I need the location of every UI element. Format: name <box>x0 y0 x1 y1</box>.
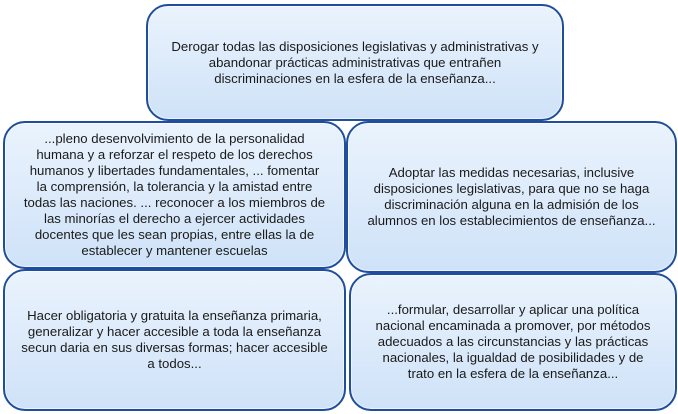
text-line: nacional encaminada a promover, por métodos <box>375 318 651 333</box>
box-text <box>376 302 651 382</box>
text-line: discriminación alguna en la admisión de los <box>384 197 639 212</box>
box-text <box>24 131 325 259</box>
box-text <box>171 39 538 87</box>
box-adoptar-medidas <box>346 121 677 273</box>
text-line: Derogar todas las disposiciones legislativas y administrativas y <box>171 38 539 54</box>
text-line: las minorías el derecho a ejercer actividades <box>44 211 305 226</box>
text-line: todas las naciones. ... reconocer a los miembros de <box>23 195 326 210</box>
text-line: humana y a reforzar el respeto de los derechos <box>36 147 313 162</box>
box-text <box>367 165 655 229</box>
text-line: humanos y libertades fundamentales, ... fomentar <box>29 163 320 178</box>
text-line: nacionales, la igualdad de posibilidades y de <box>382 350 644 365</box>
text-line: discriminaciones en la esfera de la enseñanza... <box>214 70 496 86</box>
box-ensenanza-obligatoria <box>3 269 346 411</box>
text-line: trato en la esfera de la enseñanza... <box>407 366 619 381</box>
text-line: establecer y mantener escuelas <box>81 243 268 258</box>
text-line: adecuados a las circunstancias y las prácticas <box>377 334 649 349</box>
text-line: ...formular, desarrollar y aplicar una política <box>386 302 640 317</box>
text-line: docentes que les sean propias, entre ellas la de <box>34 227 315 242</box>
box-text <box>21 308 327 372</box>
text-line: Adoptar las medidas necesarias, inclusive <box>388 165 635 180</box>
text-line: la comprensión, la tolerancia y la amistad entre <box>36 179 313 194</box>
text-line: disposiciones legislativas, para que no se haga <box>373 181 650 196</box>
text-line: alumnos en los establecimientos de enseñanza... <box>367 213 656 228</box>
box-pleno-desenvolvimiento <box>3 121 346 269</box>
box-politica-nacional <box>349 273 677 411</box>
box-derogar-disposiciones <box>146 4 564 121</box>
text-line: secun daria en sus diversas formas; hacer accesible <box>21 340 328 355</box>
text-line: Hacer obligatoria y gratuita la enseñanza primaria, <box>27 308 322 323</box>
text-line: a todos... <box>147 356 202 371</box>
text-line: ...pleno desenvolvimiento de la personalidad <box>44 131 305 146</box>
text-line: generalizar y hacer accesible a toda la enseñanza <box>27 324 322 339</box>
text-line: abandonar prácticas administrativas que entrañen <box>208 54 502 70</box>
